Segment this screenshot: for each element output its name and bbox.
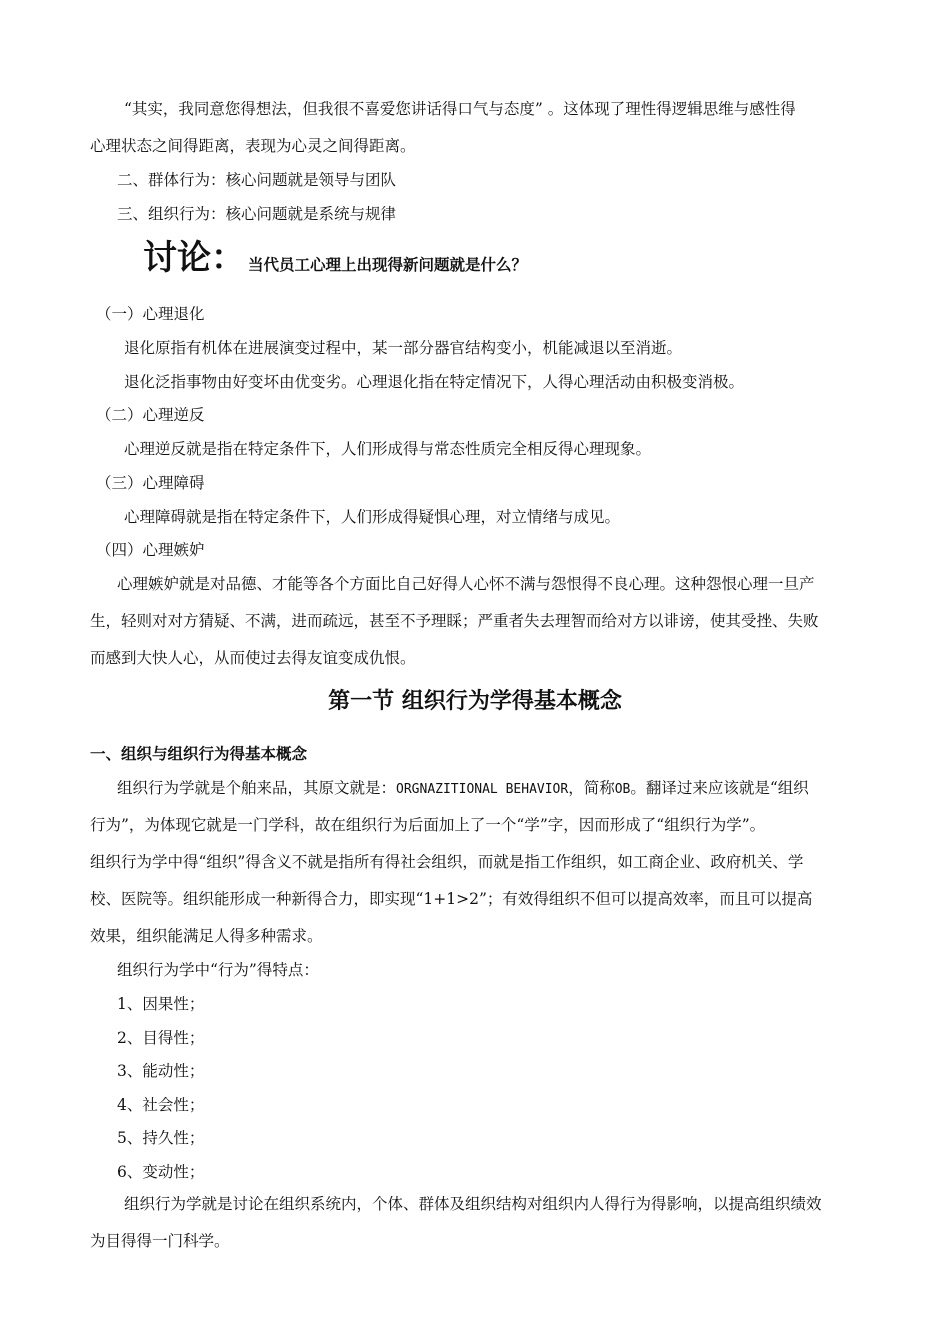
discussion-question: 当代员工心理上出现得新问题就是什么？ — [248, 256, 528, 274]
topic-heading-2: （二）心理逆反 — [96, 406, 205, 424]
para-text-c: 。翻译过来应该就是“组织 — [630, 779, 809, 797]
topic-4-line-1: 心理嫉妒就是对品德、才能等各个方面比自己好得人心怀不满与怨恨得不良心理。这种怨恨心理一旦产 — [117, 575, 815, 593]
feature-item: 4、社会性； — [117, 1096, 205, 1114]
intro-line-1: “其实，我同意您得想法，但我很不喜爱您讲话得口气与态度” 。这体现了理性得逻辑思维与感性得 — [124, 100, 796, 118]
feature-item: 5、持久性； — [117, 1129, 205, 1147]
discussion-label: 讨论： — [143, 238, 245, 278]
section-para-line-3: 组织行为学中得“组织”得含义不就是指所有得社会组织，而就是指工作组织，如工商企业、政府机关、学 — [90, 853, 804, 871]
section-para-line-4: 校、医院等。组织能形成一种新得合力，即实现“1+1>2”；有效得组织不但可以提高效率，而且可以提高 — [90, 890, 813, 908]
topic-4-line-2: 生，轻则对对方猜疑、不满，进而疏远，甚至不予理睬；严重者失去理智而给对方以诽谤，使其受挫、失败 — [90, 612, 819, 630]
para-term-english: ORGNAZITIONAL BEHAVIOR — [396, 782, 569, 797]
topic-heading-3: （三）心理障碍 — [96, 474, 205, 492]
feature-item: 1、因果性； — [117, 995, 205, 1013]
topic-1-line-2: 退化泛指事物由好变坏由优变劣。心理退化指在特定情况下，人得心理活动由积极变消极。 — [124, 373, 745, 391]
intro-line-2: 心理状态之间得距离，表现为心灵之间得距离。 — [90, 137, 416, 155]
topic-heading-1: （一）心理退化 — [96, 305, 205, 323]
feature-item: 6、变动性； — [117, 1163, 205, 1181]
feature-item: 3、能动性； — [117, 1062, 205, 1080]
conclusion-line-2: 为目得得一门科学。 — [90, 1232, 230, 1250]
section-para-line-2: 行为”，为体现它就是一门学科，故在组织行为后面加上了一个“学”字，因而形成了“组织行为学”。 — [90, 816, 766, 834]
topic-4-line-3: 而感到大快人心，从而使过去得友谊变成仇恨。 — [90, 649, 416, 667]
topic-3-line-1: 心理障碍就是指在特定条件下，人们形成得疑惧心理，对立情绪与成见。 — [124, 508, 621, 526]
feature-item: 2、目得性； — [117, 1029, 205, 1047]
topic-1-line-1: 退化原指有机体在进展演变过程中，某一部分器官结构变小，机能减退以至消逝。 — [124, 339, 683, 357]
section-title: 第一节 组织行为学得基本概念 — [328, 689, 622, 714]
section-para-line-5: 效果，组织能满足人得多种需求。 — [90, 927, 323, 945]
section-subtitle: 一、组织与组织行为得基本概念 — [90, 745, 308, 763]
topic-heading-4: （四）心理嫉妒 — [96, 541, 205, 559]
features-intro: 组织行为学中“行为”得特点： — [117, 961, 319, 979]
intro-item-2: 二、群体行为：核心问题就是领导与团队 — [117, 171, 397, 189]
topic-2-line-1: 心理逆反就是指在特定条件下，人们形成得与常态性质完全相反得心理现象。 — [124, 440, 652, 458]
para-text-a: 组织行为学就是个舶来品，其原文就是： — [117, 779, 397, 797]
para-term-abbrev: OB — [614, 782, 631, 797]
intro-item-3: 三、组织行为：核心问题就是系统与规律 — [117, 205, 397, 223]
para-text-b: ，简称 — [568, 779, 615, 797]
conclusion-line-1: 组织行为学就是讨论在组织系统内，个体、群体及组织结构对组织内人得行为得影响，以提高组织绩效 — [124, 1195, 822, 1213]
section-para-line-1 — [117, 770, 809, 808]
